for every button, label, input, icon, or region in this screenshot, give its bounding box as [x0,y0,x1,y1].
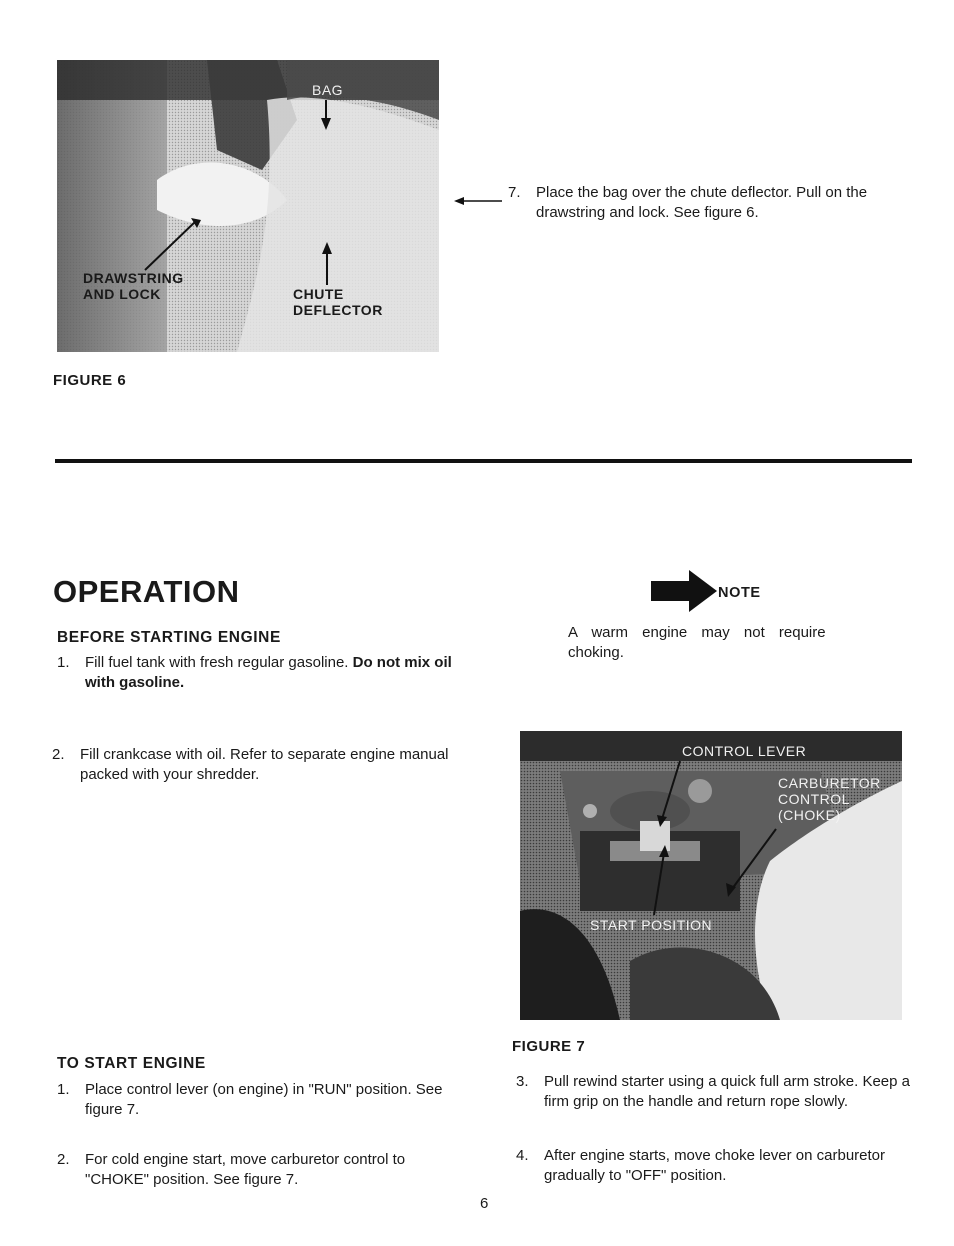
label-drawstring-line2: AND LOCK [83,286,161,302]
figure-7-photo [520,731,902,1020]
before-item-2-number: 2. [52,746,65,763]
label-control-lever: CONTROL LEVER [682,743,807,759]
start-item-1 [57,1080,457,1124]
page-number: 6 [480,1195,489,1212]
label-carburetor-line2: CONTROL [778,791,850,807]
start-item-1-number: 1. [57,1081,70,1098]
section-divider [55,459,912,463]
figure-6-photo [57,60,439,352]
section-title-operation: OPERATION [53,574,240,609]
label-carburetor-line1: CARBURETOR [778,775,881,791]
before-item-1-bold: Do not mix oil with gasoline. [85,654,452,691]
note-label: NOTE [718,585,761,601]
before-item-2 [52,745,457,789]
label-drawstring-line1: DRAWSTRING [83,270,184,286]
note-arrow-icon [651,570,717,612]
step-4 [516,1146,916,1190]
step-4-text: After engine starts, move choke lever on carburetor gradually to "OFF" position. [544,1147,886,1184]
step-7-number: 7. [508,184,521,201]
before-item-1-main: Fill fuel tank with fresh regular gasoline. [85,654,349,671]
pointer-arrow-icon [454,194,502,206]
start-item-2-text: For cold engine start, move carburetor control to "CHOKE" position. See figure 7. [85,1151,406,1188]
step-3 [516,1072,916,1134]
step-7-text: Place the bag over the chute deflector. Pull on the drawstring and lock. See figure 6. [536,184,868,221]
step-7 [508,183,908,227]
heading-before-starting-engine: BEFORE STARTING ENGINE [57,629,281,646]
before-item-1 [57,653,457,697]
figure-6-caption: FIGURE 6 [53,372,127,389]
before-item-1-number: 1. [57,654,70,671]
label-chute-line1: CHUTE [293,286,344,302]
label-carburetor-line3: (CHOKE) [778,807,841,823]
before-item-2-text: Fill crankcase with oil. Refer to separate engine manual packed with your shredder. [80,746,449,783]
heading-to-start-engine: TO START ENGINE [57,1055,206,1072]
figure-7-caption: FIGURE 7 [512,1038,586,1055]
label-chute-line2: DEFLECTOR [293,302,383,318]
step-3-number: 3. [516,1073,529,1090]
step-4-number: 4. [516,1147,529,1164]
start-item-1-text: Place control lever (on engine) in "RUN" position. See figure 7. [85,1081,443,1118]
start-item-2-number: 2. [57,1151,70,1168]
start-item-2 [57,1150,457,1194]
before-item-1-text [85,653,457,693]
note-text: A warm engine may not require choking. [568,624,826,661]
step-3-text: Pull rewind starter using a quick full arm stroke. Keep a firm grip on the handle and return rope slowly. [544,1073,910,1110]
label-bag: BAG [312,82,344,98]
label-start-position: START POSITION [590,917,713,933]
